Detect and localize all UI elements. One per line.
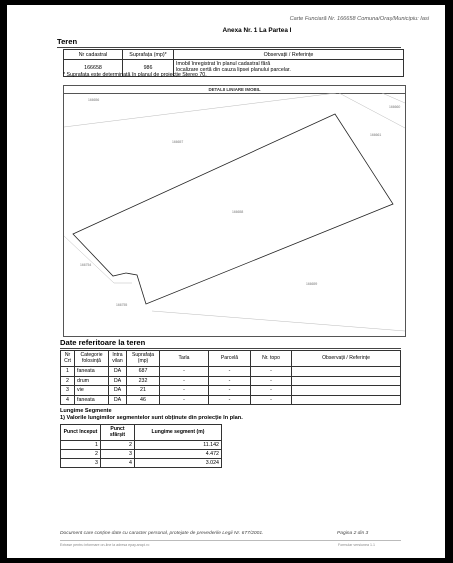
categorie-cell: faneata: [75, 395, 109, 405]
teren-title: Teren: [57, 37, 78, 46]
suprafata-cell: 21: [127, 386, 160, 396]
nr-cell: 3: [61, 386, 75, 396]
nr-cell: 4: [61, 395, 75, 405]
lungime-segmente-title: Lungime Segmente: [60, 408, 112, 414]
end-cell: 2: [101, 441, 135, 450]
table-row: [61, 441, 222, 450]
intravilan-cell: DA: [109, 395, 127, 405]
intravilan-cell: DA: [109, 367, 127, 377]
col-suprafata: Suprafața (mp): [127, 351, 160, 367]
intravilan-cell: DA: [109, 376, 127, 386]
table-row: [61, 459, 222, 468]
nr-cadastral-value: 166658: [64, 60, 123, 77]
observatii-value: [174, 60, 404, 77]
col-parcela: Parcelă: [209, 351, 251, 367]
page-number: Pagina 2 din 3: [337, 531, 369, 536]
lungime-segmente-subtitle: 1) Valorile lungimilor segmentelor sunt obținute din proiecție în plan.: [60, 415, 243, 421]
parcela-cell: -: [209, 367, 251, 377]
document-page: [7, 5, 445, 558]
parcel-label: 166656: [88, 98, 100, 102]
divider: [57, 47, 401, 48]
obs-cell: [292, 376, 401, 386]
col-punct-sfarsit: Punct sfârșit: [101, 425, 135, 441]
observatii-line-2: localizare certă din cauza lipsei planului parcelar.: [176, 67, 291, 73]
table-row: [61, 395, 401, 405]
col-nr-cadastral: Nr cadastral: [64, 50, 123, 60]
tarla-cell: -: [160, 386, 209, 396]
tarla-cell: -: [160, 367, 209, 377]
table-row: [61, 376, 401, 386]
start-cell: 2: [61, 450, 101, 459]
col-observatii: Observații / Referințe: [174, 50, 404, 60]
boundary-line: [64, 236, 114, 283]
carte-funciara-header: Carte Funciară Nr. 166658 Comuna/Oraș/Municipiu: Iasi: [289, 16, 429, 22]
parcel-outline: [73, 114, 393, 304]
parcel-label: 166660: [389, 105, 401, 109]
categorie-cell: drum: [75, 376, 109, 386]
nr-cell: 2: [61, 376, 75, 386]
tarla-cell: -: [160, 376, 209, 386]
col-categorie: Categorie folosință: [75, 351, 109, 367]
suprafata-value: 986: [123, 60, 174, 77]
end-cell: 4: [101, 459, 135, 468]
boundary-line: [64, 93, 336, 127]
divider: [60, 348, 401, 349]
footer-version: Formular versiunea 1.1: [338, 543, 375, 547]
footer-epay: Extrase pentru informare on-line la adresa epay.ancpi.ro: [60, 543, 150, 547]
intravilan-cell: DA: [109, 386, 127, 396]
date-referitoare-title: Date referitoare la teren: [60, 338, 146, 347]
col-suprafata: Suprafața (mp)*: [123, 50, 174, 60]
topo-cell: -: [251, 395, 292, 405]
obs-cell: [292, 386, 401, 396]
parcel-label: 166658: [232, 210, 244, 214]
parcela-cell: -: [209, 376, 251, 386]
obs-cell: [292, 367, 401, 377]
parcel-label: 166755: [116, 303, 128, 307]
topo-cell: -: [251, 386, 292, 396]
col-punct-inceput: Punct început: [61, 425, 101, 441]
boundary-line: [382, 93, 405, 103]
parcel-label: 166659: [306, 282, 318, 286]
boundary-line: [339, 93, 405, 128]
tarla-cell: -: [160, 395, 209, 405]
length-cell: 4.472: [135, 450, 222, 459]
col-nr-topo: Nr. topo: [251, 351, 292, 367]
parcel-label: 166657: [172, 140, 184, 144]
col-nr-crt: Nr Crt: [61, 351, 75, 367]
start-cell: 3: [61, 459, 101, 468]
anexa-title: Anexa Nr. 1 La Partea I: [222, 27, 292, 34]
col-tarla: Tarla: [160, 351, 209, 367]
footer-disclaimer: Document care conține date cu caracter personal, protejate de prevederile Legii Nr. 677/2001.: [60, 531, 264, 536]
length-cell: 3.024: [135, 459, 222, 468]
plan-title: DETALII LINIARE IMOBIL: [64, 86, 405, 94]
start-cell: 1: [61, 441, 101, 450]
topo-cell: -: [251, 367, 292, 377]
table-row: [61, 367, 401, 377]
col-observatii: Observații / Referințe: [292, 351, 401, 367]
plan-drawing: [63, 85, 406, 337]
footer-divider: [60, 540, 401, 541]
observatii-line-1: Imobil înregistrat în planul cadastral fără: [176, 61, 271, 68]
suprafata-cell: 687: [127, 367, 160, 377]
suprafata-cell: 46: [127, 395, 160, 405]
suprafata-cell: 232: [127, 376, 160, 386]
obs-cell: [292, 395, 401, 405]
table-row: [61, 386, 401, 396]
categorie-cell: faneata: [75, 367, 109, 377]
length-cell: 11.142: [135, 441, 222, 450]
topo-cell: -: [251, 376, 292, 386]
boundary-line: [152, 311, 405, 331]
col-intravilan: Intra vilan: [109, 351, 127, 367]
nr-cell: 1: [61, 367, 75, 377]
parcel-plan: [64, 93, 405, 336]
parcela-cell: -: [209, 395, 251, 405]
categorie-cell: vie: [75, 386, 109, 396]
parcel-label: 166661: [370, 133, 382, 137]
end-cell: 3: [101, 450, 135, 459]
parcela-cell: -: [209, 386, 251, 396]
date-referitoare-table: [60, 350, 401, 405]
suprafata-note: * Suprafața este determinată în planul de proiecție Stereo 70.: [63, 72, 207, 78]
parcel-label: 166754: [80, 263, 92, 267]
col-lungime: Lungime segment (m): [135, 425, 222, 441]
table-row: [61, 450, 222, 459]
segmente-table: [60, 424, 222, 468]
